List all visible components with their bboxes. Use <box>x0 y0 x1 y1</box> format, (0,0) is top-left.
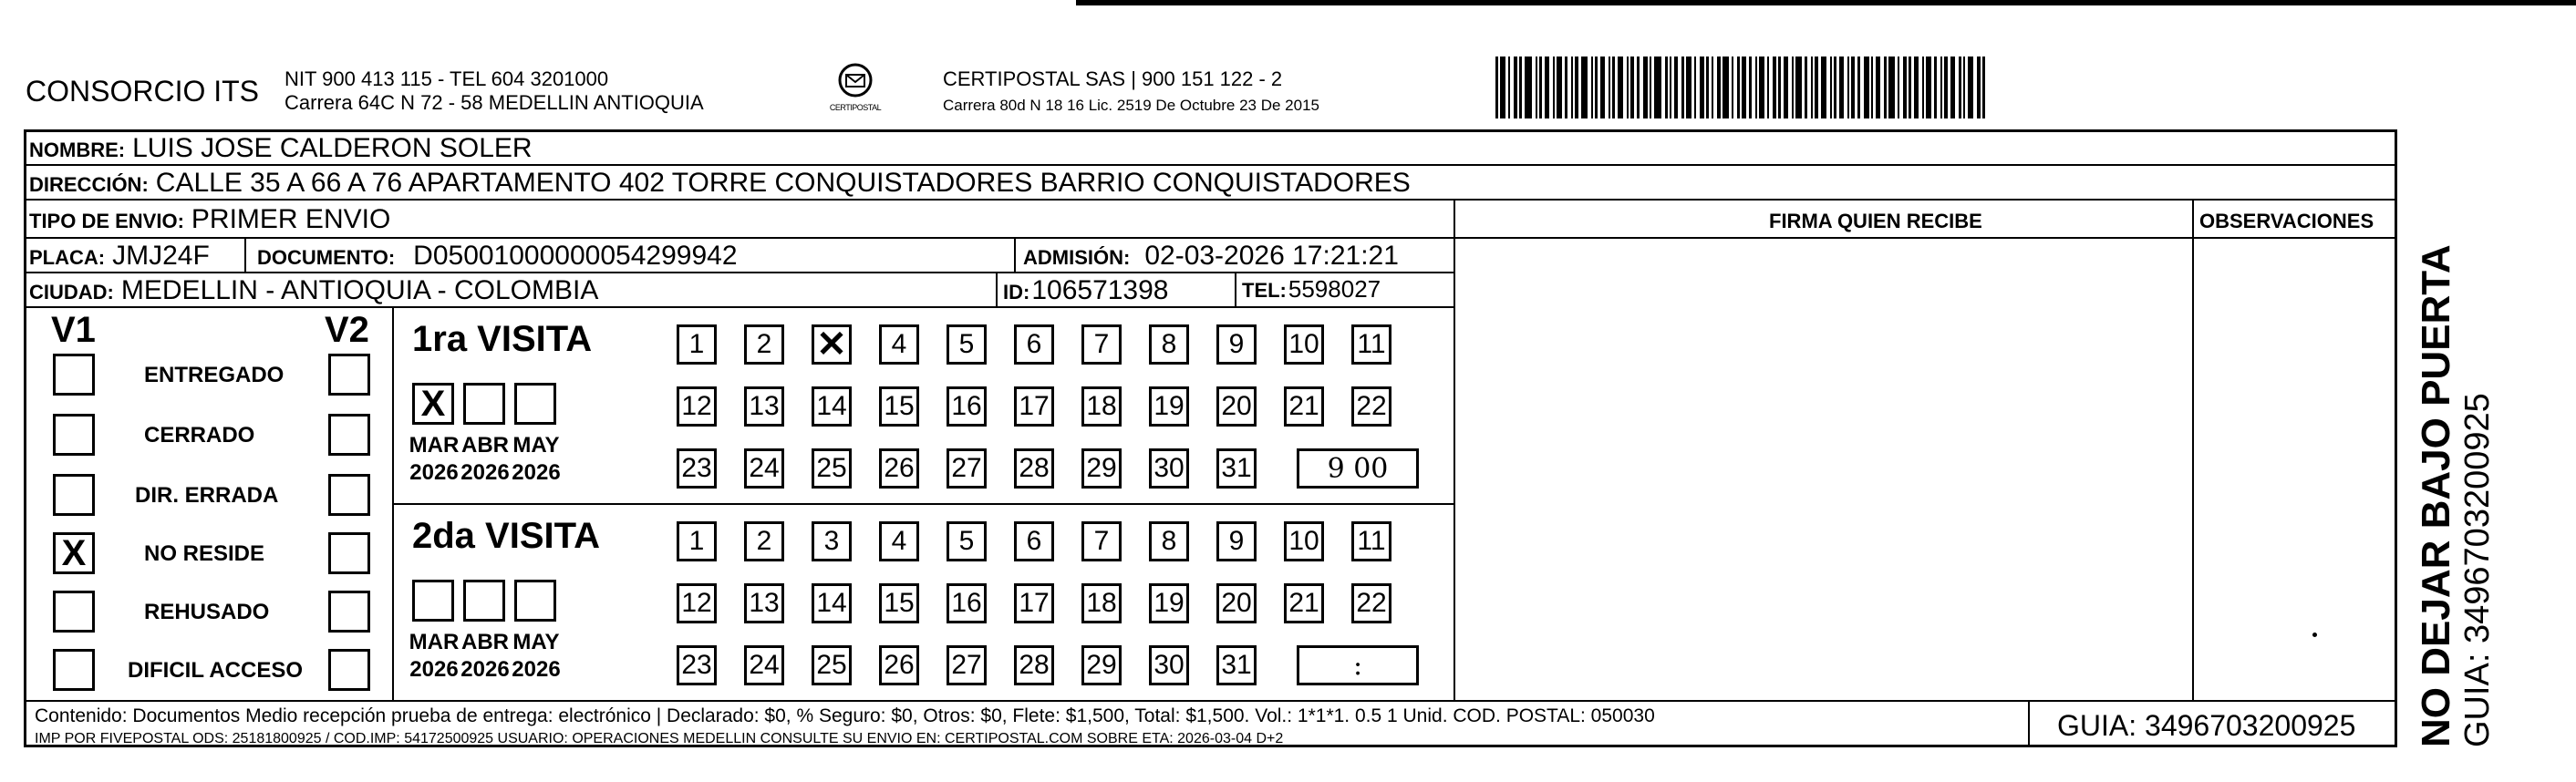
barcode-bar <box>1888 57 1895 118</box>
day-box[interactable]: 25 <box>812 645 852 685</box>
month-label <box>509 629 564 684</box>
day-box[interactable]: 1 <box>677 324 717 365</box>
barcode-bar <box>1922 57 1924 118</box>
address-label: DIRECCIÓN: <box>29 173 149 196</box>
name-label: NOMBRE: <box>29 139 126 161</box>
row-divider <box>24 306 1454 308</box>
day-box[interactable]: 15 <box>879 583 919 623</box>
month-name: MAY <box>512 433 560 458</box>
barcode-bar <box>1557 57 1562 118</box>
month-year: 2026 <box>409 657 459 682</box>
barcode-bar <box>1717 57 1721 118</box>
month-checkbox[interactable] <box>463 383 505 425</box>
month-name: ABR <box>461 630 509 654</box>
barcode-bar <box>1665 57 1668 118</box>
barcode-bar <box>1495 57 1498 118</box>
day-box[interactable]: 9 <box>1216 324 1257 365</box>
certipostal-logo <box>828 62 883 112</box>
barcode-bar <box>1821 57 1826 118</box>
visit-divider <box>392 503 1454 505</box>
day-box[interactable]: 7 <box>1081 521 1122 561</box>
status-label: ENTREGADO <box>144 363 284 387</box>
admission-label: ADMISIÓN: <box>1023 246 1131 269</box>
barcode-bar <box>1767 57 1769 118</box>
tel-field <box>1242 275 1381 304</box>
month-year: 2026 <box>512 460 561 485</box>
v2-checkbox[interactable] <box>328 474 370 516</box>
row-divider <box>24 700 2397 702</box>
day-box[interactable]: 26 <box>879 645 919 685</box>
v1-checkbox[interactable]: X <box>53 532 95 574</box>
barcode-bar <box>1654 57 1661 118</box>
month-label <box>407 432 461 487</box>
day-box[interactable]: 1 <box>677 521 717 561</box>
tel-value: 5598027 <box>1288 275 1381 303</box>
barcode-bar <box>1575 57 1578 118</box>
day-box[interactable]: 10 <box>1284 324 1324 365</box>
barcode-bar <box>1525 57 1532 118</box>
v1-checkbox[interactable] <box>53 414 95 456</box>
col-divider <box>1235 272 1236 306</box>
barcode-bar <box>1773 57 1776 118</box>
day-box[interactable]: 30 <box>1149 645 1189 685</box>
id-value: 106571398 <box>1031 275 1169 305</box>
day-box[interactable]: 16 <box>947 386 987 427</box>
day-box[interactable]: 12 <box>677 583 717 623</box>
v2-checkbox[interactable] <box>328 354 370 396</box>
status-label: NO RESIDE <box>144 541 265 566</box>
day-box[interactable]: 9 <box>1216 521 1257 561</box>
row-divider <box>24 164 2397 166</box>
barcode-bar <box>1959 57 1961 118</box>
day-box[interactable]: 8 <box>1149 521 1189 561</box>
day-box[interactable]: 29 <box>1081 448 1122 489</box>
day-box[interactable]: 17 <box>1014 386 1054 427</box>
barcode-bar <box>1864 57 1869 118</box>
barcode-bar <box>1650 57 1651 118</box>
admission-field <box>1023 241 1399 272</box>
footer-guia: GUIA: 3496703200925 <box>2057 709 2356 742</box>
month-year: 2026 <box>460 657 510 682</box>
day-box[interactable]: 18 <box>1081 583 1122 623</box>
barcode-bar <box>1595 57 1598 118</box>
v2-checkbox[interactable] <box>328 591 370 633</box>
barcode-bar <box>1963 57 1965 118</box>
send-type-label: TIPO DE ENVIO: <box>29 210 184 232</box>
barcode-bar <box>1600 57 1605 118</box>
barcode-bar <box>1926 57 1931 118</box>
barcode-bar <box>1519 57 1522 118</box>
barcode-bar <box>1536 57 1537 118</box>
name-value: LUIS JOSE CALDERON SOLER <box>132 133 533 163</box>
col-divider <box>996 272 998 306</box>
barcode-bar <box>1686 57 1691 118</box>
barcode-bar <box>1742 57 1746 118</box>
barcode-bar <box>1857 57 1860 118</box>
col-divider <box>1454 199 1455 700</box>
document-value: D05001000000054299942 <box>413 241 738 271</box>
document-label: DOCUMENTO: <box>257 246 396 269</box>
address-field <box>29 168 1411 199</box>
envelope-seal-icon <box>837 62 874 98</box>
barcode-bar <box>1591 57 1593 118</box>
day-box[interactable]: 4 <box>879 324 919 365</box>
v1-checkbox[interactable] <box>53 354 95 396</box>
month-label <box>458 432 512 487</box>
barcode-bar <box>1851 57 1855 118</box>
time-box[interactable]: : <box>1297 645 1419 685</box>
day-box[interactable]: 7 <box>1081 324 1122 365</box>
v2-checkbox[interactable] <box>328 414 370 456</box>
day-box[interactable]: 5 <box>947 324 987 365</box>
barcode-bar <box>1876 57 1880 118</box>
day-box[interactable]: 16 <box>947 583 987 623</box>
barcode-bar <box>1898 57 1899 118</box>
v2-checkbox[interactable] <box>328 649 370 691</box>
month-name: MAR <box>409 630 460 654</box>
send-type-field <box>29 204 390 235</box>
barcode-bar <box>1847 57 1849 118</box>
side-text <box>2415 244 2497 747</box>
v2-header: V2 <box>325 310 369 350</box>
id-label: ID: <box>1003 281 1030 304</box>
name-field <box>29 133 533 164</box>
barcode-bar <box>1609 57 1610 118</box>
barcode-bar <box>1670 57 1671 118</box>
barcode-bar <box>1737 57 1740 118</box>
row-divider <box>24 199 2397 201</box>
barcode-bar <box>1681 57 1684 118</box>
barcode-bar <box>1627 57 1629 118</box>
barcode-bar <box>1581 57 1588 118</box>
barcode-bar <box>1706 57 1709 118</box>
carrier-name: CERTIPOSTAL SAS | 900 151 122 - 2 <box>943 67 1283 90</box>
v1-checkbox[interactable] <box>53 591 95 633</box>
barcode-bar <box>1909 57 1911 118</box>
day-box[interactable]: 11 <box>1351 521 1391 561</box>
barcode-bar <box>1618 57 1623 118</box>
barcode-bar <box>1712 57 1713 118</box>
day-box[interactable]: 2 <box>744 324 784 365</box>
v2-checkbox[interactable] <box>328 532 370 574</box>
barcode-bar <box>1545 57 1549 118</box>
day-box[interactable]: 24 <box>744 645 784 685</box>
company-name: CONSORCIO ITS <box>26 75 260 108</box>
barcode-bar <box>1830 57 1832 118</box>
dot-mark <box>2312 633 2317 637</box>
col-divider <box>1014 237 1016 272</box>
month-label <box>407 629 461 684</box>
plate-label: PLACA: <box>29 246 106 269</box>
barcode-bar <box>1749 57 1752 118</box>
month-label <box>509 432 564 487</box>
day-box[interactable]: 6 <box>1014 521 1054 561</box>
status-label: REHUSADO <box>144 600 270 624</box>
day-box[interactable]: 30 <box>1149 448 1189 489</box>
city-field <box>29 275 598 306</box>
status-label: DIFICIL ACCESO <box>128 658 304 683</box>
barcode-bar <box>1500 57 1505 118</box>
barcode-bar <box>1630 57 1634 118</box>
barcode-bar <box>1792 57 1794 118</box>
plate-field <box>29 241 210 272</box>
day-box[interactable]: 31 <box>1216 448 1257 489</box>
visit-title: 2da VISITA <box>412 516 600 556</box>
v1-header: V1 <box>51 310 96 350</box>
day-box[interactable]: 21 <box>1284 583 1324 623</box>
col-divider <box>2028 700 2030 747</box>
barcode-bar <box>1805 57 1807 118</box>
day-box[interactable]: 14 <box>812 583 852 623</box>
barcode-bar <box>1884 57 1887 118</box>
barcode-bar <box>1944 57 1948 118</box>
day-box[interactable]: 15 <box>879 386 919 427</box>
status-label: CERRADO <box>144 423 255 448</box>
barcode-bar <box>1755 57 1757 118</box>
barcode-bar <box>1732 57 1733 118</box>
barcode-bar <box>1612 57 1615 118</box>
row-divider <box>24 237 2397 239</box>
barcode-bar <box>1723 57 1729 118</box>
month-checkbox[interactable] <box>514 383 556 425</box>
day-box[interactable]: 13 <box>744 386 784 427</box>
barcode-bar <box>1982 57 1985 118</box>
day-box[interactable]: 20 <box>1216 386 1257 427</box>
barcode-bar <box>1940 57 1942 118</box>
barcode-bar <box>1968 57 1973 118</box>
day-box[interactable]: 13 <box>744 583 784 623</box>
v1-checkbox[interactable] <box>53 649 95 691</box>
barcode-bar <box>1694 57 1696 118</box>
barcode-bar <box>1934 57 1937 118</box>
day-box[interactable]: 3 <box>812 521 852 561</box>
admission-value: 02-03-2026 17:21:21 <box>1144 241 1399 271</box>
barcode-bar <box>1508 57 1510 118</box>
barcode-bar <box>1700 57 1704 118</box>
day-box[interactable]: 19 <box>1149 386 1189 427</box>
document-field <box>257 241 738 272</box>
month-label <box>458 629 512 684</box>
day-box[interactable]: 19 <box>1149 583 1189 623</box>
month-checkbox[interactable]: X <box>412 383 454 425</box>
status-label: DIR. ERRADA <box>135 483 279 508</box>
day-box[interactable]: 21 <box>1284 386 1324 427</box>
barcode-bar <box>1871 57 1873 118</box>
barcode-bar <box>1637 57 1640 118</box>
day-box[interactable]: 2 <box>744 521 784 561</box>
side-warning: NO DEJAR BAJO PUERTA <box>2414 244 2458 747</box>
day-box[interactable]: 29 <box>1081 645 1122 685</box>
carrier-license: Carrera 80d N 18 16 Lic. 2519 De Octubre 23 De 2015 <box>943 97 1319 114</box>
barcode-bar <box>1674 57 1678 118</box>
day-box[interactable]: 11 <box>1351 324 1391 365</box>
city-label: CIUDAD: <box>29 281 114 304</box>
day-box[interactable]: 22 <box>1351 386 1391 427</box>
day-box[interactable]: 22 <box>1351 583 1391 623</box>
day-box[interactable]: 27 <box>947 448 987 489</box>
day-box[interactable]: 23 <box>677 448 717 489</box>
plate-value: JMJ24F <box>112 241 210 271</box>
barcode-bar <box>1784 57 1788 118</box>
month-name: ABR <box>461 433 509 458</box>
footer-content: Contenido: Documentos Medio recepción prueba de entrega: electrónico | Declarado: $0, % Seguro: $0, Otros: $0, Flete: $1,500, Total: $1,500. Vol.: 1*1*1. 0.5 1 Unid. COD. POSTAL: 050030 <box>35 705 1655 726</box>
day-box[interactable]: 25 <box>812 448 852 489</box>
barcode-bar <box>1903 57 1907 118</box>
month-checkbox[interactable] <box>514 580 556 622</box>
day-box[interactable]: 12 <box>677 386 717 427</box>
barcode-bar <box>1815 57 1818 118</box>
month-name: MAR <box>409 433 460 458</box>
day-box[interactable]: 4 <box>879 521 919 561</box>
id-field <box>1003 275 1169 306</box>
day-box[interactable]: 18 <box>1081 386 1122 427</box>
day-box[interactable]: ✕ <box>812 324 852 365</box>
day-box[interactable]: 17 <box>1014 583 1054 623</box>
month-checkbox[interactable] <box>463 580 505 622</box>
send-type-value: PRIMER ENVIO <box>191 204 391 234</box>
month-name: MAY <box>512 630 560 654</box>
barcode-bar <box>1571 57 1573 118</box>
day-box[interactable]: 31 <box>1216 645 1257 685</box>
side-guia: GUIA: 3496703200925 <box>2458 393 2497 747</box>
barcode-bar <box>1914 57 1919 118</box>
logo-caption: CERTIPOSTAL <box>829 103 882 112</box>
barcode-bar <box>1977 57 1981 118</box>
tel-label: TEL: <box>1242 279 1287 302</box>
day-box[interactable]: 8 <box>1149 324 1189 365</box>
barcode-bar <box>1553 57 1555 118</box>
month-year: 2026 <box>460 460 510 485</box>
company-address: Carrera 64C N 72 - 58 MEDELLIN ANTIOQUIA <box>284 91 704 114</box>
day-box[interactable]: 10 <box>1284 521 1324 561</box>
month-year: 2026 <box>512 657 561 682</box>
barcode-bar <box>1514 57 1517 118</box>
month-checkbox[interactable] <box>412 580 454 622</box>
barcode-bar <box>1778 57 1781 118</box>
day-box[interactable]: 5 <box>947 521 987 561</box>
day-box[interactable]: 26 <box>879 448 919 489</box>
day-box[interactable]: 23 <box>677 645 717 685</box>
city-value: MEDELLIN - ANTIOQUIA - COLOMBIA <box>120 275 599 305</box>
barcode-bar <box>1643 57 1648 118</box>
barcode-bar <box>1759 57 1764 118</box>
day-box[interactable]: 27 <box>947 645 987 685</box>
barcode-bar <box>1811 57 1813 118</box>
footer-imp: IMP POR FIVEPOSTAL ODS: 25181800925 / COD.IMP: 54172500925 USUARIO: OPERACIONES MEDELLIN CONSULTE SU ENVIO EN: CERTIPOSTAL.COM SOBRE ETA: 2026-03-04 D+2 <box>35 731 1284 746</box>
day-box[interactable]: 6 <box>1014 324 1054 365</box>
col-divider <box>2192 199 2194 700</box>
day-box[interactable]: 14 <box>812 386 852 427</box>
barcode-bar <box>1950 57 1955 118</box>
day-box[interactable]: 28 <box>1014 448 1054 489</box>
day-box[interactable]: 28 <box>1014 645 1054 685</box>
visit-title: 1ra VISITA <box>412 319 593 359</box>
address-value: CALLE 35 A 66 A 76 APARTAMENTO 402 TORRE CONQUISTADORES BARRIO CONQUISTADORES <box>155 168 1411 198</box>
day-box[interactable]: 24 <box>744 448 784 489</box>
top-border-line <box>1076 0 2576 5</box>
barcode-bar <box>1539 57 1542 118</box>
barcode-bar <box>1565 57 1567 118</box>
col-divider <box>244 237 246 272</box>
v1-checkbox[interactable] <box>53 474 95 516</box>
observations-header: OBSERVACIONES <box>2199 210 2374 232</box>
barcode-bar <box>1795 57 1802 118</box>
barcode <box>1495 57 2216 118</box>
barcode-bar <box>1834 57 1836 118</box>
company-nit: NIT 900 413 115 - TEL 604 3201000 <box>284 67 609 90</box>
month-year: 2026 <box>409 460 459 485</box>
row-divider <box>24 272 1454 273</box>
day-box[interactable]: 20 <box>1216 583 1257 623</box>
signature-header: FIRMA QUIEN RECIBE <box>1769 210 1982 232</box>
barcode-bar <box>1839 57 1844 118</box>
time-box[interactable]: 9 00 <box>1297 448 1419 489</box>
